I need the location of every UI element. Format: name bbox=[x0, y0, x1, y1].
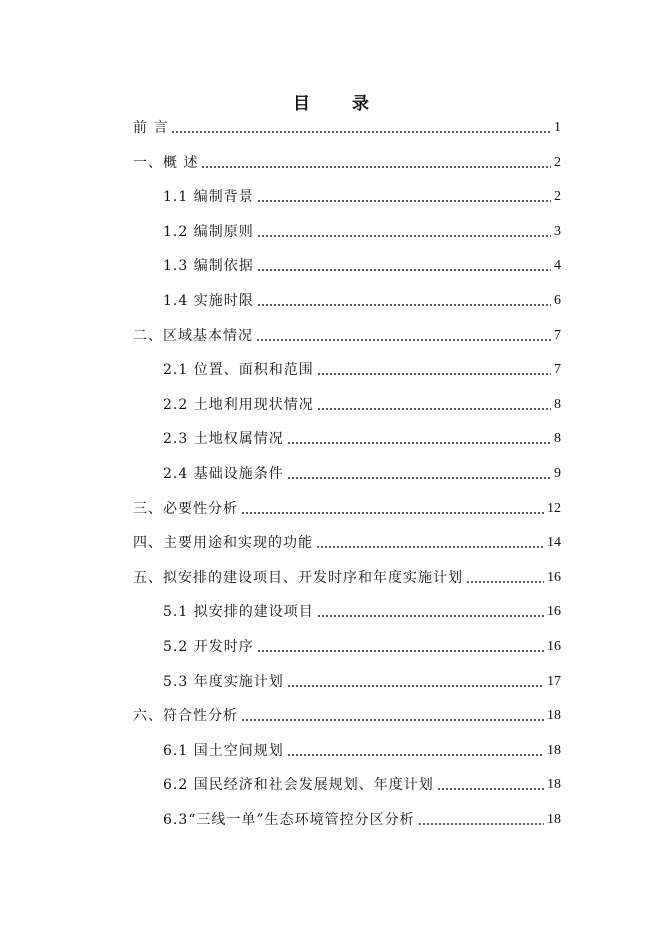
toc-leader-dots bbox=[257, 650, 544, 652]
toc-leader-dots bbox=[287, 754, 544, 756]
toc-page-number: 14 bbox=[547, 535, 561, 550]
toc-leader-dots bbox=[317, 373, 551, 375]
toc-page-number: 18 bbox=[547, 708, 561, 723]
toc-entry[interactable] bbox=[163, 634, 561, 656]
toc-entry[interactable] bbox=[163, 357, 561, 379]
toc-entry-label: 前 言 bbox=[133, 120, 169, 136]
toc-page-number: 8 bbox=[554, 397, 561, 412]
toc-entry-label: 2.2 土地利用现状情况 bbox=[163, 397, 314, 413]
toc-page-number: 17 bbox=[547, 674, 561, 689]
toc-entry[interactable] bbox=[163, 599, 561, 621]
toc-entry[interactable] bbox=[163, 392, 561, 414]
toc-entry[interactable] bbox=[163, 219, 561, 241]
toc-entry[interactable] bbox=[163, 253, 561, 275]
toc-entry[interactable] bbox=[163, 669, 561, 691]
toc-entry-label: 2.4 基础设施条件 bbox=[163, 466, 284, 482]
toc-entry[interactable] bbox=[133, 150, 561, 172]
toc-entry-label: 6.1 国土空间规划 bbox=[163, 743, 284, 759]
toc-page-number: 7 bbox=[554, 328, 561, 343]
toc-page-number: 2 bbox=[554, 155, 561, 170]
toc-entry[interactable] bbox=[133, 115, 561, 137]
toc-entry[interactable] bbox=[163, 184, 561, 206]
toc-leader-dots bbox=[418, 823, 544, 825]
toc-entry-label: 一、概 述 bbox=[133, 155, 199, 171]
toc-leader-dots bbox=[257, 200, 551, 202]
toc-leader-dots bbox=[171, 131, 551, 133]
toc-page-number: 12 bbox=[547, 501, 561, 516]
toc-leader-dots bbox=[466, 581, 544, 583]
toc-page-number: 4 bbox=[554, 258, 561, 273]
toc-entry-label: 1.4 实施时限 bbox=[163, 293, 254, 309]
toc-leader-dots bbox=[317, 408, 551, 410]
toc-leader-dots bbox=[437, 788, 544, 790]
toc-page-number: 7 bbox=[554, 362, 561, 377]
toc-title: 目 录 bbox=[293, 94, 387, 114]
toc-entry-label: 二、区域基本情况 bbox=[133, 328, 253, 344]
toc-entry[interactable] bbox=[133, 323, 561, 345]
toc-leader-dots bbox=[241, 512, 544, 514]
toc-page-number: 18 bbox=[547, 777, 561, 792]
toc-entry[interactable] bbox=[163, 807, 561, 829]
toc-leader-dots bbox=[241, 719, 544, 721]
toc-page-number: 2 bbox=[554, 189, 561, 204]
toc-page-number: 16 bbox=[547, 639, 561, 654]
toc-entry[interactable] bbox=[163, 738, 561, 760]
toc-entry-label: 2.3 土地权属情况 bbox=[163, 431, 284, 447]
toc-entry-label: 1.2 编制原则 bbox=[163, 224, 254, 240]
toc-leader-dots bbox=[316, 546, 544, 548]
toc-entry-label: 5.1 拟安排的建设项目 bbox=[163, 604, 314, 620]
toc-page-number: 16 bbox=[547, 604, 561, 619]
toc-leader-dots bbox=[257, 304, 551, 306]
toc-leader-dots bbox=[256, 339, 551, 341]
toc-entry-label: 2.1 位置、面积和范围 bbox=[163, 362, 314, 378]
toc-leader-dots bbox=[257, 235, 551, 237]
toc-page-number: 3 bbox=[554, 224, 561, 239]
toc-entry[interactable] bbox=[163, 288, 561, 310]
toc-leader-dots bbox=[257, 269, 551, 271]
toc-page-number: 16 bbox=[547, 570, 561, 585]
toc-entry-label: 6.3“三线一单”生态环境管控分区分析 bbox=[163, 812, 415, 828]
toc-leader-dots bbox=[287, 477, 551, 479]
toc-page-number: 8 bbox=[554, 431, 561, 446]
toc-entry[interactable] bbox=[133, 530, 561, 552]
toc-entry-label: 三、必要性分析 bbox=[133, 501, 238, 517]
toc-page-number: 18 bbox=[547, 743, 561, 758]
toc-leader-dots bbox=[287, 442, 551, 444]
toc-page-number: 18 bbox=[547, 812, 561, 827]
toc-entry-label: 5.3 年度实施计划 bbox=[163, 674, 284, 690]
toc-entry[interactable] bbox=[133, 565, 561, 587]
toc-entry-label: 5.2 开发时序 bbox=[163, 639, 254, 655]
toc-entry[interactable] bbox=[163, 426, 561, 448]
toc-entry-label: 五、拟安排的建设项目、开发时序和年度实施计划 bbox=[133, 570, 463, 586]
toc-entry-label: 1.1 编制背景 bbox=[163, 189, 254, 205]
toc-leader-dots bbox=[201, 166, 551, 168]
toc-entry[interactable] bbox=[163, 772, 561, 794]
toc-entry-label: 6.2 国民经济和社会发展规划、年度计划 bbox=[163, 777, 434, 793]
toc-entry[interactable] bbox=[163, 461, 561, 483]
toc-entry-label: 1.3 编制依据 bbox=[163, 258, 254, 274]
toc-entry[interactable] bbox=[133, 496, 561, 518]
toc-leader-dots bbox=[317, 615, 544, 617]
toc-entry-label: 四、主要用途和实现的功能 bbox=[133, 535, 313, 551]
toc-page-number: 9 bbox=[554, 466, 561, 481]
toc-page-number: 6 bbox=[554, 293, 561, 308]
toc-page-number: 1 bbox=[554, 120, 561, 135]
toc-leader-dots bbox=[287, 685, 544, 687]
toc-entry[interactable] bbox=[133, 703, 561, 725]
toc-entry-label: 六、符合性分析 bbox=[133, 708, 238, 724]
